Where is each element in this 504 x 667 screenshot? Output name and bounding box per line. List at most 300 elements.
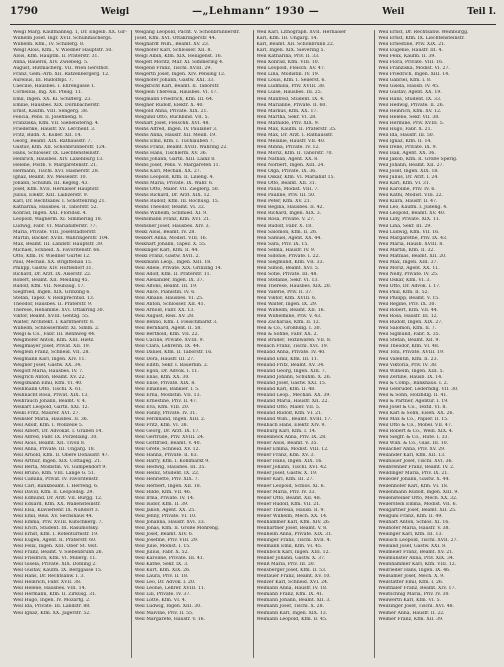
directory-entry: Weil Arnold, Fabr. XX. 13.	[134, 308, 195, 314]
directory-entry: Weilthaler Franz, Beamt. XIV. 17.	[378, 586, 456, 592]
directory-entry: Weilzinger Josef, Tischl. XVI. 48.	[378, 604, 454, 610]
directory-entry: Weil Harry, Kfm. I. Kohlmarkt 9.	[134, 459, 210, 465]
directory-entry: Weil Margarethe, Priv. IX. 43.	[378, 235, 448, 241]
directory-entry: Weil Stefanie, Sekr. VI. 13.	[256, 277, 319, 283]
directory-entry: Viktor, Beamt. XVIII. Gentzg. 55.	[13, 314, 90, 320]
directory-entry: Weil Leonie, Lehrer. XVIII. 11.	[134, 586, 206, 592]
directory-entry: Weil Minna, Private. IV. 12.	[256, 144, 320, 150]
directory-entry: Weihs Hans, Tischlerm. XV. 36.	[134, 150, 208, 156]
directory-entry: Aurelius, III. Rudolfspl. 7.	[13, 78, 74, 84]
directory-entry: Weil Karoline, Private. III. 41.	[134, 556, 205, 562]
directory-entry: Weil Leopold, Fleisch. XV. 47.	[256, 66, 326, 72]
directory-entry: August, Hutmacherg. VII. Wien Gersthof.	[13, 66, 110, 72]
directory-entry: Weil Eva, Kfm. VIII. 20.	[134, 404, 190, 410]
directory-entry: Weigend Franz, Tischl. XVIII. 29.	[134, 66, 212, 72]
directory-entry: Weil Elsa, Klavierlehr. IX. Nußdorf 3.	[13, 507, 100, 513]
directory-entry: Weihnacht Rosa, Privat. XIX. 13.	[13, 392, 89, 398]
directory-entry: Weil Ernestine, Priv. II. 47.	[134, 398, 198, 404]
directory-entry: Weimer Franz, Kfm. XII. 39.	[378, 616, 444, 622]
directory-entry: Weimann Franz, Kfm. IX. 41.	[256, 592, 324, 598]
directory-entry: Weil Malvine, Priv. II. 55.	[134, 610, 194, 616]
directory-entry: Weil Heinrich, Fabr. XVII. 38.	[13, 580, 82, 586]
directory-entry: Weil Josefine, Priv. VIII. 29.	[134, 537, 199, 543]
directory-entry: Weil Gebrüder, Lederhdlg. VII. 30.	[378, 386, 459, 392]
directory-entry: Weil Cäcilie, Private. XVIII. 9.	[134, 338, 204, 344]
directory-entry: Weil Josef, Beamt. XIV. 6.	[134, 531, 194, 537]
directory-entry: Weil Therese, Hausbes. XIX. 20.	[256, 283, 332, 289]
directory-entry: Karl, Beamt. XII. Schönbrunn 22.	[256, 42, 335, 48]
directory-entry: Weilhart Anton, Schlos. XI. 16.	[378, 519, 450, 525]
directory-entry: Weil Jenny, Private. VI. 10.	[134, 513, 197, 519]
directory-entry: Philipp, Gastw. XIV. Hütteldorf 31.	[13, 265, 93, 271]
directory-entry: Weilnhammer Karl, Kfm. VIII. 12.	[378, 562, 457, 568]
directory-entry: Weigl Albin, Kfm. XIX. Heiligenst. 16.	[134, 54, 223, 60]
directory-entry: Weil Samuel, Agent. XX. 44.	[256, 235, 322, 241]
directory-entry: Weil Erna, Modistin. VII. 13.	[134, 392, 201, 398]
directory-entry: Weil Konrad, Kfm. VIII. 10.	[256, 60, 320, 66]
directory-entry: Weil Margarete, Hausfr. V. 16.	[134, 616, 206, 622]
directory-entry: Weiglein Theresia, Hausbes. VI. 17.	[134, 90, 218, 96]
directory-entry: Weiler Karl, Kfm. III. 27.	[256, 477, 314, 483]
directory-entry: Weil Albert, Dr. Advokat. I. Graben 14.	[13, 429, 103, 435]
directory-entry: Weil Ludmilla, Priv. XVIII. 38.	[256, 84, 326, 90]
page-header	[10, 6, 496, 25]
directory-entry: Weigolt Maria, Hausbes. IV. 7.	[13, 368, 84, 374]
directory-entry: Walter, Architekt. I. Kärntnerstr. 8.	[13, 320, 95, 326]
directory-entry: Weihrauch Johann, Beamt. V. 4.	[13, 398, 87, 404]
directory-entry: Paul, Mechan. XX. Brigittenau 15.	[13, 259, 93, 265]
directory-entry: Weil Käthe, Sekr. IX. 3.	[134, 562, 189, 568]
directory-entry: Weil Ida, Private. III. Landstr. 88.	[13, 604, 91, 610]
directory-entry: Weil Wilhelm, Beamt. XII. 16.	[256, 308, 326, 314]
directory-entry: Weil Viktor, Kfm. XVIII. 6.	[256, 296, 317, 302]
directory-entry: Weiland Anna, Private. IV. 40.	[256, 350, 326, 356]
directory-entry: Weil Julius, Fabr. X. 52.	[134, 550, 189, 556]
directory-entry: Weil August, Reis. XV. 28.	[134, 314, 195, 320]
directory-entry: Weigsmann Emil, Kfm. VI. 40.	[13, 380, 83, 386]
directory-entry: Weimann Johann, Beamt. XII. 3.	[256, 598, 331, 604]
directory-entry: Weighofer Johann, Gastw. XXI. 33.	[134, 78, 215, 84]
directory-entry: Weil Felix, Kaufm. II. 39.	[378, 54, 436, 60]
directory-entry: Weil Friedrich, Kfm. VI. Millerg. 11.	[13, 556, 97, 562]
directory-entry: Weilgartner Josef, Beamt. XII. 25.	[378, 507, 457, 513]
directory-entry: Weilinger Karl, Kfm. III. 13.	[378, 531, 443, 537]
directory-entry: Weil Ernst, Kfm. IX. Liechtensteinstr.	[378, 36, 465, 42]
directory-entry: Weil Hugo, Fabr. X. 21.	[378, 126, 432, 132]
directory-entry: Weil Berta, Modistin. VI. Gumpendorf 9.	[13, 465, 107, 471]
directory-entry: Ignaz, Beamt. XV. Meiselstr. 10.	[13, 175, 88, 181]
directory-entry: Weil Wilh. & Co., Glas. III. 10.	[378, 441, 449, 447]
directory-entry: Weiksler Maria, Hausbes. II. 36.	[13, 417, 89, 422]
directory-entry: Ludwig, Fabr. VI. Mariahilferstr. 77.	[13, 223, 97, 229]
directory-entry: Weil Karoline, Priv. IV. 6.	[378, 187, 436, 193]
directory-entry: Weil Gertrude, Priv. XVIII. 24.	[134, 435, 205, 441]
directory-entry: Weihs Theodor, Beamt. VI. 32.	[134, 205, 206, 211]
directory-entry: Weil & Co., Großhdlg. I. 30.	[256, 326, 322, 332]
directory-entry: Weil Louis, Kfm. I. Seilerst. 6.	[256, 78, 326, 84]
directory-entry: Weiland Rudolf, Kfm. VI. 21.	[256, 410, 323, 416]
directory-entry: Weigl Alois, Kfm., V. Wiedner Hauptstr. 50.	[13, 48, 113, 54]
directory-entry: Weihs Anna, Hausfr. XII. Meidl. 19.	[134, 132, 217, 138]
directory-entry: Weil Gabriel, Kfm. I. 8.	[378, 78, 432, 84]
directory-entry: Weihs Johann, Gärtn. XIII. Lainz 8.	[134, 156, 216, 162]
directory-entry: Weil Robert & Co., Wein. XIX. 4.	[378, 429, 454, 435]
directory-entry: Weigner Rudolf, Elektr. X. 40.	[134, 102, 204, 108]
directory-entry: Weihs Josef, Pens. V. Margareten 11.	[134, 163, 220, 169]
directory-entry: Friederike, Hausfr. XV. Lerchenf. 3.	[13, 126, 96, 132]
directory-entry: Felicia, Pens. II. Josefineng. 8.	[13, 114, 84, 120]
directory-entry: Weilenbeck Anna, Priv. IX. 28.	[256, 435, 327, 441]
directory-entry: Weil Max, Ingen. XIII. 37.	[378, 259, 438, 265]
header-left-word: Weigl	[100, 7, 130, 17]
directory-entry: Weil Adele, Private. XIX. Grinzing 14.	[134, 265, 222, 271]
directory-entry: Weil Sigmund, Fabr. X. 35.	[378, 332, 441, 338]
directory-entry: Weil Gottfried, Beamt. V. 40.	[134, 441, 201, 447]
directory-entry: Weigund Otto, Buchbind. VII. 5.	[134, 114, 210, 120]
directory-entry: Weiland Emil, Kfm. III. 11.	[256, 356, 319, 362]
directory-entry: Weil Pauline, Priv. III. 50.	[256, 193, 316, 199]
directory-entry: Franz, Gem.-Arb. XII. Ratzenbergerg. 12.	[13, 72, 110, 78]
directory-entry: Georg, Beamt. XIX. Rathausstr. 7.	[13, 138, 92, 144]
directory-entry: Weiland Fritz, Beamt. XV. 34.	[256, 362, 325, 368]
directory-entry: Weilland Josef, Gastw. XXI. 8.	[378, 543, 447, 549]
directory-entry: Weil Moriz, Agent. XX. 11.	[378, 265, 440, 271]
directory-entry: Weil Sara, Priv. IX. 15.	[256, 241, 309, 247]
directory-entry: Weil Moriz, Kfm. II. Taborstr. 70.	[256, 150, 333, 156]
directory-entry: Weihsmann Franz, Kfm. XVI. 21.	[134, 217, 211, 223]
directory-entry: Weil Richard, Ingen. XIX. 3.	[256, 211, 322, 217]
directory-entry: Heinrich, Hausbes. XIV. Laxenburg 13.	[13, 156, 104, 162]
directory-entry: Weil Benno, Kfm. I. Fleischmarkt 3.	[134, 320, 218, 326]
directory-entry: Weil Heinrich, Kfm. XV. 12.	[378, 108, 442, 114]
directory-entry: Weikinger Karl, Kfm. II. 44.	[134, 247, 199, 253]
directory-entry: Weimann Josef, Tischl. X. 28.	[256, 604, 324, 610]
directory-entry: Weihs Karl, Mechan. XX. 27.	[134, 169, 202, 175]
directory-entry: Weil Gisela, Hausb. IV. 45.	[378, 84, 440, 90]
directory-entry: Weilwerth Karl, Kfm. VI. 5.	[378, 598, 441, 604]
directory-entry: Karl, Ingen. XIX. Sievering 5.	[256, 48, 325, 54]
directory-entry: Weil Ignaz, Kfm. II. 14.	[378, 138, 432, 144]
directory-entry: Weiler Johann, Tischl. XVI. 42.	[256, 465, 328, 471]
directory-entry: Weil Martha, Sekr. VI. 28.	[256, 114, 317, 120]
directory-entry: Weil Alice, Pianistin. IV. 6.	[134, 290, 196, 296]
directory-entry: Weil Mathias, Beamt. XII. 20.	[378, 253, 447, 259]
directory-entry: Weil Rosa, Private. V. 27.	[256, 217, 315, 223]
directory-entry: Weighofer Karl, Schlosser. XII. 8.	[134, 48, 212, 54]
directory-entry: Weil Luise, Hausbes. III. 25.	[256, 90, 323, 96]
directory-entry: Weil Peter, Kfm. XV. 21.	[256, 199, 312, 205]
directory-entry: Julius, Elektr. XIII. Lainzerstr. 9.	[13, 193, 89, 199]
directory-entry: Weil Klara, Hausfr. II. 47.	[378, 199, 438, 205]
directory-entry: Weilrieder Hans, Ingen. IX. 46.	[378, 568, 451, 574]
directory-entry: Siegfried, Ingen. XIX. Grinzing 6.	[13, 290, 91, 296]
directory-entry: Weil Leo, Kaufm. I. Judeng. 4.	[378, 205, 448, 211]
directory-entry: Weil Nelly, Private. IV. 25.	[378, 271, 439, 277]
directory-entry: Weil Leo, Dr. Advok. I. 20.	[134, 580, 196, 586]
directory-entry: Weil Stefan, Beamt. XII. 9.	[378, 338, 440, 344]
directory-entry: Rudolf, Kfm. VII. Neubaug. 17.	[13, 283, 85, 289]
directory-entry: Weil Grete, Schneid. XV. 12.	[134, 447, 200, 453]
directory-entry: Weil Sofie, Private. III. 48.	[256, 271, 318, 277]
directory-entry: Weil Josef & Co., Textil. VI. 8.	[378, 404, 447, 410]
directory-entry: Weimann Karl, Ingen. XIX. 13.	[256, 610, 328, 616]
directory-entry: Weiltauer Franz, Beamt. XV. 10.	[256, 574, 331, 580]
directory-entry: Weil Gisela, Private. XIX. Döbling 2.	[13, 562, 97, 568]
directory-entry: Weikl Fritz, Maurer. XVI. 27.	[13, 410, 80, 416]
directory-entry: Weilhartner Josef, Beamt. V. 8.	[256, 525, 328, 531]
directory-entry: Weil Manfred, Student. IX. 4.	[256, 96, 325, 102]
directory-entry: Weil Maria, Hausb. XVIII. 8.	[378, 241, 444, 247]
directory-entry: Weilach Franz, Tischl. XVI. 19.	[256, 344, 329, 350]
directory-entry: Weihs Franz, Beamt. XVIII. Währing 22.	[134, 144, 228, 150]
column-2	[132, 30, 254, 658]
directory-entry: Weil Josef, Ingen. XIX. 18.	[378, 169, 439, 175]
directory-entry: Weil Viktoria, Priv. IV. 38.	[378, 362, 438, 368]
directory-entry: Weil Friedrich, Ingen. XIII. 14.	[378, 72, 450, 78]
directory-entry: Weil Marianne, Private. II. 60.	[256, 102, 327, 108]
directory-entry: Weil Valerie, Priv. II. 37.	[256, 290, 313, 296]
directory-entry: Weigmann Friedrich, Kfm. III. 64.	[134, 96, 214, 102]
directory-entry: Anna, Bäuerin, XIV. Zwiebelg. 5.	[13, 60, 89, 66]
directory-entry: Weil Lili, Private. IV. 37.	[134, 592, 191, 598]
directory-entry: Weilinger Franz, Tischl. XVII. 4.	[256, 537, 331, 543]
directory-entry: Weil Henriette, Priv. XIX. 7.	[134, 477, 199, 483]
directory-entry: Weil Isak, Agent. XX. 36.	[378, 150, 436, 156]
directory-entry: Weil Hermann, Kfm. II. Zirkusg. 31.	[13, 592, 97, 598]
directory-entry: Weil Mathilde, Priv. XIX. 9.	[256, 120, 320, 126]
directory-entry: Weihs Rudolf, Kfm. III. Rochusg. 15.	[134, 199, 220, 205]
directory-entry: Weil Johanna, Hausfr. XVI. 33.	[134, 519, 206, 525]
directory-entry: Weigrich Anton, Beamt. XV. 22.	[13, 374, 86, 380]
directory-entry: Weihs Maria, Private. IX. Währ. 6.	[134, 181, 214, 187]
directory-entry: Weil Norbert, Ingen. XIII. 24.	[256, 163, 325, 169]
directory-entry: Weihs Richard, Dr. Arzt. XIX. 12.	[134, 193, 211, 199]
directory-entry: Weimann Leopold, Kfm. II. 45.	[256, 616, 328, 622]
directory-entry: Weil Simon, Beamt. XVI. 5.	[256, 265, 320, 271]
directory-entry: Weil Lilly, Private. XIX. 11.	[378, 217, 441, 223]
directory-entry: Weil Walter, Ingen. IX. 29.	[256, 302, 318, 308]
directory-entry: Weil Heinz, Student. IX. 22.	[134, 471, 200, 477]
directory-entry: Weil Ignaz, Kfm. XX. Jägerstr. 52.	[13, 610, 91, 616]
directory-entry: Weilhofer Maria, Hausfr. V. 38.	[378, 525, 450, 531]
directory-entry: Weiland Karl, Kfm. II. 48.	[256, 386, 316, 392]
directory-entry: Michael, Schneid. X. Favoritenstr. 66.	[13, 247, 101, 253]
directory-entry: Weiler Hans, Ingen. XIX. 16.	[256, 459, 323, 465]
directory-entry: Weil Max, Dr. Arzt. I. Rathausstr.	[256, 132, 334, 138]
directory-entry: Weil Ludwig, Ingen. XIII. 30.	[134, 604, 202, 610]
directory-entry: Weil Brüder, Textilwaren. VII. 8.	[256, 338, 332, 344]
directory-entry: Therese, Hebamme. XVI. Ottakring 30.	[13, 308, 105, 314]
directory-entry: Weil Felix, Ingen. XIII. Ober St. Veit.	[13, 543, 98, 549]
directory-entry: Weikert Anna, Modist. VIII. 16.	[134, 235, 208, 241]
directory-entry: Weigerth Josef, Ingen. XIV. Pensing 12.	[134, 72, 226, 78]
directory-entry: Weighardt Wilh., Beamt. XV. 23.	[134, 42, 210, 48]
directory-entry: Weil Salomon, Kfm. II. 7.	[378, 326, 437, 332]
directory-entry: Josef, Kfm. XVI. Ottakringerstr. 44.	[134, 36, 217, 42]
directory-entry: Alois, Kfm. Hauptm. II. Praterstr. 31.	[13, 54, 99, 60]
directory-entry: Weil Egon, Dr. Advok. I. 11.	[134, 368, 199, 374]
listing-columns	[10, 30, 496, 658]
directory-entry: Weil Lina, Sekr. III. 29.	[378, 223, 432, 229]
directory-entry: Weil Gustav, Kaufm. IX. Berggasse 15.	[13, 568, 103, 574]
directory-entry: Weil Adolf, Kfm. II. Praterstr. 11.	[134, 271, 212, 277]
directory-entry: Stefan, Tapez. V. Reinprechtsd. 13.	[13, 296, 95, 302]
directory-entry: Weil Emanuel, Bankier. I. 5.	[134, 386, 200, 392]
directory-entry: Weihmann Otto, Tischl. X. 61.	[13, 386, 83, 392]
directory-entry: Weil Eugen, Agent. II. Praterstr. 60.	[13, 537, 97, 543]
directory-entry: Josef, Kfm. XVII. Hernalser Hauptstr.	[13, 187, 100, 193]
directory-entry: Weil Amalie, Hausbes. VI. 25.	[134, 296, 204, 302]
directory-entry: Weil Hans, Student. IX. 33.	[378, 96, 442, 102]
column-1	[10, 30, 132, 658]
directory-entry: Weil Max & Co., Papier. II. 15.	[378, 417, 449, 422]
directory-entry: Weilmann Emil, Kfm. VI. 45.	[256, 543, 323, 549]
directory-entry: Weilmeier Franz, Beamt. XV. 21.	[378, 550, 454, 556]
directory-entry: Weil Jonas, Kfm. II. Große Mohreng.	[134, 525, 220, 531]
directory-entry: Weiglein Franz, Schneid. VII. 28.	[13, 350, 90, 356]
directory-entry: Weigner Josef, Gastw. XX. 34.	[13, 362, 82, 368]
directory-entry: Weil Karl, Lithograph. XVII. Hernalser	[256, 30, 347, 35]
directory-entry: Richard, Dr. Arzt. IX. Alserstr. 22.	[13, 271, 92, 277]
directory-entry: Weil Lotte, Kfm. VI. 4.	[134, 598, 187, 604]
directory-entry: Maria, Private. VIII. Josefstädterstr.	[13, 229, 97, 235]
directory-entry: Wilhelm. Kfm., IV. Schillerg. 8.	[13, 42, 85, 48]
directory-entry: Weiler Franz, Kfm. XV. 3.	[256, 453, 315, 459]
directory-entry: Weiler Otto, Beamt. XII. 48.	[256, 495, 322, 501]
directory-entry: Weil Eduard, Kfm. XX. Wallensteinstr.	[13, 501, 101, 507]
directory-entry: Leopold, Wagnerm. XI. Simmering 18.	[13, 217, 103, 223]
directory-entry: Weil Franz, Beamt. V. Siebenbrunn 26.	[13, 550, 104, 556]
directory-entry: Cornelius, Ing. XII. Pfeilg. 11.	[13, 90, 83, 96]
directory-entry: Weilburg Karl, Kfm. I. 14.	[256, 429, 317, 435]
directory-entry: Weil Anton, Schlosser. XII. 41.	[134, 302, 206, 308]
directory-entry: Weil Hedwig, Hausbes. III. 35.	[134, 465, 206, 471]
directory-entry: Weil Arnold, Kfm. II. Obere Donaustr. 47.	[13, 453, 110, 459]
directory-entry: Weikart Leopold, Gärtn. XXI. 12.	[13, 404, 90, 410]
column-3	[254, 30, 376, 658]
directory-entry: Franziska, Kfm. VII. Siebensterng. 4.	[13, 120, 100, 126]
directory-entry: Weil Hanna, Private. II. 63.	[134, 453, 198, 459]
directory-entry: Weil Regina, Hausbes. II. 42.	[256, 205, 325, 211]
directory-entry: Weil Wilhelm, Ingen. XIII. 5.	[378, 368, 445, 374]
directory-entry: Weimer Anna, Hausfr. II. 22.	[378, 610, 445, 616]
directory-entry: Weil Anna, Private. III. Ungarg. 18.	[13, 447, 96, 453]
directory-entry: Weiland Leop., Mechan. XX. 39.	[256, 392, 331, 398]
directory-entry: Martin, Bäcker. XVIII. Währingerstr. 104.	[13, 235, 110, 241]
directory-entry: Weiland Johann, Schuhm. X. 26.	[256, 374, 332, 380]
directory-entry: Weil Camilla, Privat. IV. Favoritenstr.	[13, 477, 99, 483]
directory-entry: Weil Markus, Kfm. XX. 17.	[256, 108, 318, 114]
directory-entry: Weil Clara, Lehrerin. IX. 44.	[134, 344, 201, 350]
directory-entry: Weil Franziska, Modist. VI. 27.	[378, 66, 450, 72]
directory-entry: Weiglmayer Josef, Privat. XII. 19.	[13, 344, 91, 350]
directory-entry: Weil Regine, Priv. IX. 30.	[378, 302, 436, 308]
directory-entry: Weil Hilde, Kfm. VII. 46.	[134, 489, 192, 495]
directory-entry: Weihs Otto, Maler. VII. Zieglerg. 50.	[134, 187, 220, 193]
directory-entry: Weil David, Kfm. II. Leopoldsg. 29.	[13, 489, 94, 495]
directory-entry: Weil Otto, Dr. Advok. I. 17.	[378, 283, 441, 289]
directory-entry: Weihs Emil, Kfm. I. Tuchlauben 7.	[134, 138, 214, 144]
directory-entry: Weil Rosa, Hausfr. III. 12.	[378, 314, 438, 320]
directory-entry: Weil Rudolf, Fabr. X. 18.	[256, 223, 313, 229]
directory-entry: Weil Alfred, Fabr. IX. Porzellang. 30.	[13, 435, 98, 441]
directory-entry: Weilß Maria, Priv. III. 20.	[256, 562, 316, 568]
directory-entry: Weil Karl, Kfm. VI. 31.	[378, 181, 431, 187]
directory-entry: Weil Robert, Kfm. VII. 44.	[378, 308, 439, 314]
directory-entry: Weil Lina, Modistin. IV. 19.	[256, 72, 320, 78]
directory-entry: Weil Max, Kaufm. II. Praterstr. 35.	[256, 126, 337, 132]
directory-entry: Helene, Postb. V. Margaretenstr. 21.	[13, 163, 98, 169]
directory-entry: Fritz, Bildh. X. Koller. XII. 14.	[13, 132, 82, 138]
directory-entry: Weil & Sohn, Holzhdlg. II. 41.	[378, 392, 448, 398]
directory-entry: Max, Beamt. III. Landstr. Hauptstr. 39.	[13, 241, 104, 247]
directory-entry: Weilbrenner Franz, Beamt. IV. 2.	[378, 465, 455, 471]
directory-entry: Weilbach Hans, Elektr. XIV. 9.	[256, 423, 326, 429]
directory-entry: Weiland Josef, Gastw. XXI. 15.	[256, 380, 327, 386]
directory-entry: Weigang Leopold, Pächt. V. Schönbrunnerstr.	[134, 30, 240, 35]
directory-entry: Weil Carl, Bankbeamt. I. Herreng. 6.	[13, 483, 99, 489]
directory-entry: Weilner Johann, Gastw. X. 37.	[256, 556, 326, 562]
directory-entry: Weil Isidor, Kfm. II. 39.	[134, 501, 189, 507]
directory-entry: Weil Johann, Beamt. XII. 27.	[378, 163, 444, 169]
directory-entry: Weil Laura, Priv. II. 18.	[134, 574, 189, 580]
directory-entry: Weil Sidonie, Private. I. 22.	[256, 253, 320, 259]
directory-entry: Weil Selma, Hausfr. IV. 9.	[256, 247, 316, 253]
directory-entry: Weil Bernhard, Agent. II. 58.	[134, 326, 202, 332]
directory-entry: Robert, Beamt. XII. Meidling 45.	[13, 277, 90, 283]
directory-entry: Weil Ernst, Dr. Rechtsanw. Weihburgg.	[378, 30, 469, 35]
directory-entry: Weihs Leopold, Kfm. II. Lilieng. 4.	[134, 175, 214, 181]
directory-entry: Weilisch Leopold, Tischl. XVII. 27.	[378, 537, 458, 543]
directory-entry: Weiland Wilh., Beamt. XVIII. 17.	[256, 417, 332, 422]
directory-entry: Weiler Alois, Beamt. V. 35.	[256, 441, 318, 447]
directory-entry: Weil Daniel, Kfm. II. Taborstr. 16.	[134, 350, 213, 356]
directory-entry: Weil Zacharias, Kfm. II. 12.	[256, 320, 321, 326]
directory-entry: Hans, Schlosser. IX. Liechtensteinstr.	[13, 150, 100, 156]
directory-entry: Weikmann Leop., Ingen. XIII. 18.	[134, 259, 212, 265]
directory-entry: Emil, Ingen. XX. Kl. Schifferg. 23.	[13, 96, 92, 102]
directory-entry: Weil Valentin, Kfm. II. 23.	[378, 356, 438, 362]
directory-entry: Weilnböck Karl, Ingen. XIII. 12.	[256, 550, 330, 556]
directory-entry: Wilhelm Josef. Ingr. XVII. Schuhmachergs.	[13, 36, 113, 42]
directory-entry: Weil Irene, Private. IX. 9.	[378, 144, 438, 150]
directory-entry: Johann, Schuhm. III. Kegelg. 43.	[13, 181, 89, 187]
directory-entry: Weiler Leopold, Schlos. XI. 6.	[256, 483, 326, 489]
directory-entry: Gustav, Kfm. XII. Schönbrunnerstr. 124.	[13, 144, 107, 150]
directory-entry: Katharina, Hausbes. II. Taborstr. 52.	[13, 205, 99, 211]
directory-entry: Weigmann Karl, Ingen. XIV. 11.	[13, 356, 86, 362]
directory-entry: Weil Karl & Sohn, Eisen. XX. 26.	[378, 410, 454, 416]
directory-entry: Weilheim Anna, Private. XIX. 31.	[256, 531, 333, 537]
directory-entry: Weil Eugenie, Hausfr. III. 4.	[378, 48, 443, 54]
directory-entry: Weileder Johann, Gastw. X. 44.	[378, 477, 450, 483]
directory-entry: Weil Bruno, Kfm. VIII. Lange G. 51.	[13, 471, 96, 477]
header-right-word: Weil	[382, 7, 405, 17]
directory-entry: Weil Fanny, Private. IV. 31.	[134, 410, 197, 416]
directory-entry: Hermann, Tischl. XVI. Hasnerstr. 28.	[13, 169, 100, 175]
directory-entry: Weil Wilhelmine, Priv. V. 43.	[256, 314, 322, 320]
directory-entry: Weil Emil, Reis. XV. Sechshaus 44.	[13, 513, 94, 519]
directory-entry: Weilerstein Emma, Modist. VII. 6.	[378, 501, 457, 507]
directory-entry: Weiland Maria, Hausfr. XII. 22.	[256, 398, 329, 404]
directory-entry: Weil Georg, Dr. Arzt. IX. 17.	[134, 429, 200, 435]
directory-entry: Weiland Otto, Maler. VII. 5.	[256, 404, 321, 410]
directory-entry: Weil Gustav, Agent. XX. 19.	[378, 90, 442, 96]
directory-entry: Weil Helene, Hausbes. VIII. 14.	[13, 586, 86, 592]
directory-entry: Weilbauer Josef, Tischl. XVI. 36.	[378, 459, 453, 465]
directory-entry: Weil Siegmund, Kfm. VII. 33.	[256, 259, 324, 265]
directory-entry: Emilie, Hausbes. XIX. Dörnbacherstr.	[13, 102, 101, 108]
